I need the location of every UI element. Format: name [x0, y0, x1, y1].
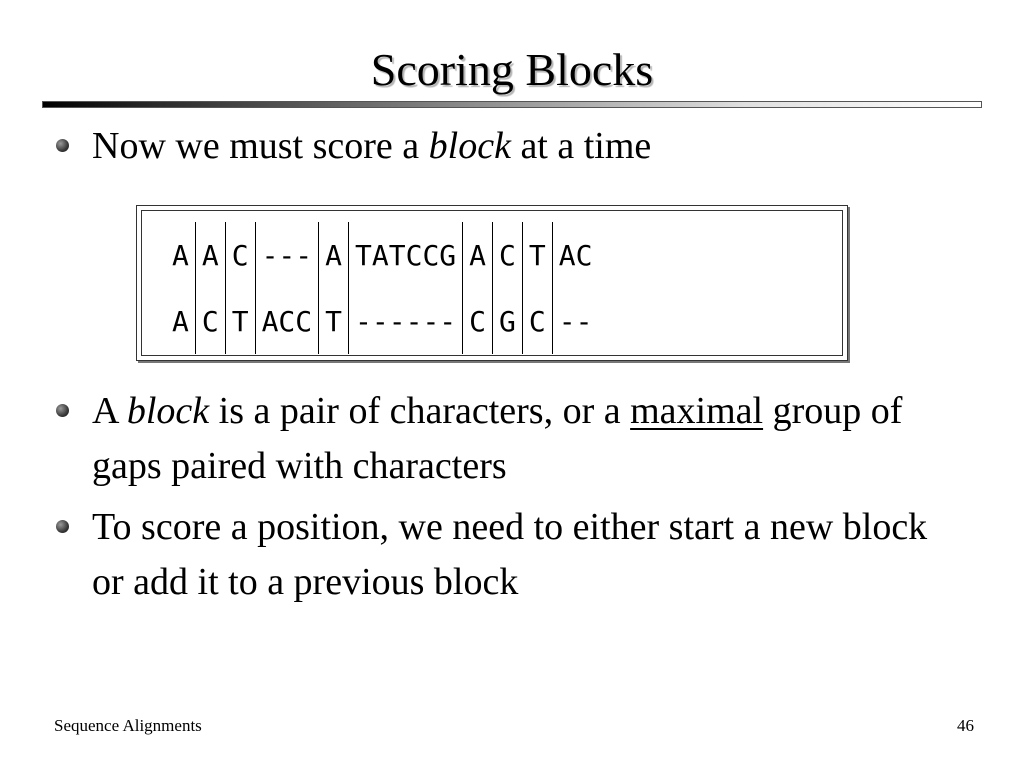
bullet-dot-icon — [56, 139, 69, 152]
alignment-cell: TATCCG — [349, 222, 463, 288]
alignment-cell: T — [319, 288, 349, 354]
page-number: 46 — [957, 716, 974, 735]
bullet-dot-icon — [56, 404, 69, 417]
bullet-2-mid: is a pair of characters, or a — [209, 390, 631, 432]
alignment-table — [166, 222, 598, 354]
alignment-cell: C — [225, 222, 255, 288]
bullet-1-emphasis: block — [428, 125, 511, 167]
alignment-row-top — [166, 222, 598, 288]
alignment-cell: A — [463, 222, 493, 288]
alignment-cell: A — [172, 304, 189, 338]
bullet-2-underlined: maximal — [630, 390, 764, 432]
alignment-cell: T — [522, 222, 552, 288]
alignment-cell: C — [522, 288, 552, 354]
bullet-3 — [92, 500, 952, 610]
slide-title: Scoring Blocks — [370, 44, 654, 95]
alignment-cell: A — [319, 222, 349, 288]
alignment-cell: T — [225, 288, 255, 354]
bullet-dot-icon — [56, 520, 69, 533]
alignment-row-bottom — [166, 288, 598, 354]
bullet-2-post: group of gaps paired with characters — [92, 390, 903, 487]
bullet-1-post: at a time — [510, 125, 652, 167]
alignment-cell: C — [493, 222, 523, 288]
bullet-1-pre: Now we must score a — [92, 125, 429, 167]
bullet-3-text: To score a position, we need to either start a new block or add it to a previous block — [92, 506, 928, 603]
bullet-2 — [92, 384, 952, 494]
alignment-cell: AC — [552, 222, 598, 288]
bullet-2-pre: A — [92, 390, 127, 432]
title-rule — [42, 101, 982, 108]
footer-title: Sequence Alignments — [54, 716, 202, 735]
alignment-cell: --- — [255, 222, 319, 288]
alignment-cell: C — [195, 288, 225, 354]
alignment-cell: C — [463, 288, 493, 354]
alignment-cell: A — [195, 222, 225, 288]
alignment-cell: A — [172, 238, 189, 272]
alignment-cell: ------ — [349, 288, 463, 354]
alignment-cell: ACC — [255, 288, 319, 354]
bullet-1 — [92, 119, 651, 174]
alignment-cell: -- — [552, 288, 598, 354]
bullet-2-emphasis: block — [126, 390, 210, 432]
alignment-cell: G — [493, 288, 523, 354]
